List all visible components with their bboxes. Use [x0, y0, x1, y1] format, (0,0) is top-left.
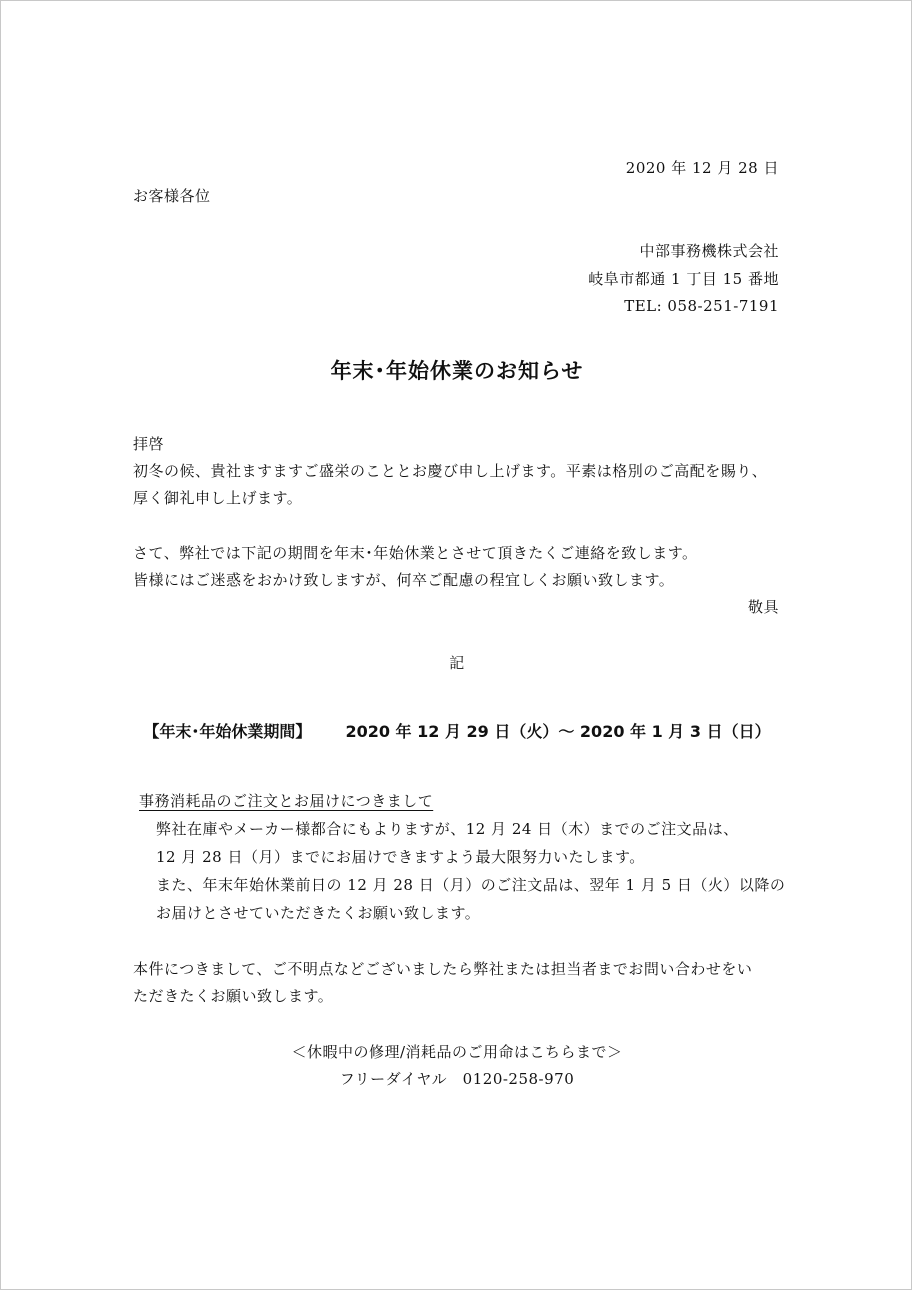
supplies-heading-text: 事務消耗品のご注文とお届けにつきまして	[139, 792, 434, 810]
holiday-period-range: 2020 年 12 月 29 日（火）～ 2020 年 1 月 3 日（日）	[345, 722, 771, 741]
holiday-period	[1, 721, 912, 743]
supplies-line-4: お届けとさせていただきたくお願い致します。	[156, 904, 481, 922]
supplies-line-3: また、年末年始休業前日の 12 月 28 日（月）のご注文品は、翌年 1 月 5 日（火）以降の	[156, 876, 786, 894]
sender-tel: TEL: 058-251-7191	[624, 297, 779, 315]
body-paragraph-1-line-1: 初冬の候、貴社ますますご盛栄のこととお慶び申し上げます。平素は格別のご高配を賜り、	[133, 462, 768, 480]
contact-freedial: フリーダイヤル 0120-258-970	[339, 1070, 575, 1088]
supplies-line-1: 弊社在庫やメーカー様都合にもよりますが、12 月 24 日（木）までのご注文品は、	[156, 820, 739, 838]
inquiry-line-1: 本件につきまして、ご不明点などございましたら弊社または担当者までお問い合わせをい	[133, 960, 753, 978]
page-title: 年末･年始休業のお知らせ	[330, 359, 584, 383]
body-paragraph-2-line-2: 皆様にはご迷惑をおかけ致しますが、何卒ご配慮の程宜しくお願い致します。	[133, 571, 675, 589]
holiday-period-label: 【年末･年始休業期間】	[143, 722, 312, 741]
body-paragraph-1-line-2: 厚く御礼申し上げます。	[133, 489, 303, 507]
supplies-heading	[139, 791, 433, 811]
supplies-line-2: 12 月 28 日（月）までにお届けできますよう最大限努力いたします。	[156, 848, 645, 866]
ki-marker: 記	[449, 654, 465, 672]
letter-date: 2020 年 12 月 28 日	[625, 159, 779, 177]
body-paragraph-2-line-1: さて、弊社では下記の期間を年末･年始休業とさせて頂きたくご連絡を致します。	[133, 544, 698, 562]
sender-company: 中部事務機株式会社	[639, 242, 779, 260]
greeting: 拝啓	[133, 435, 165, 453]
addressee: お客様各位	[133, 187, 211, 205]
sender-address: 岐阜市都通 1 丁目 15 番地	[588, 270, 779, 288]
closing-phrase: 敬具	[747, 598, 779, 616]
contact-heading: ＜休暇中の修理/消耗品のご用命はこちらまで＞	[291, 1043, 623, 1061]
inquiry-line-2: ただきたくお願い致します。	[133, 987, 334, 1005]
